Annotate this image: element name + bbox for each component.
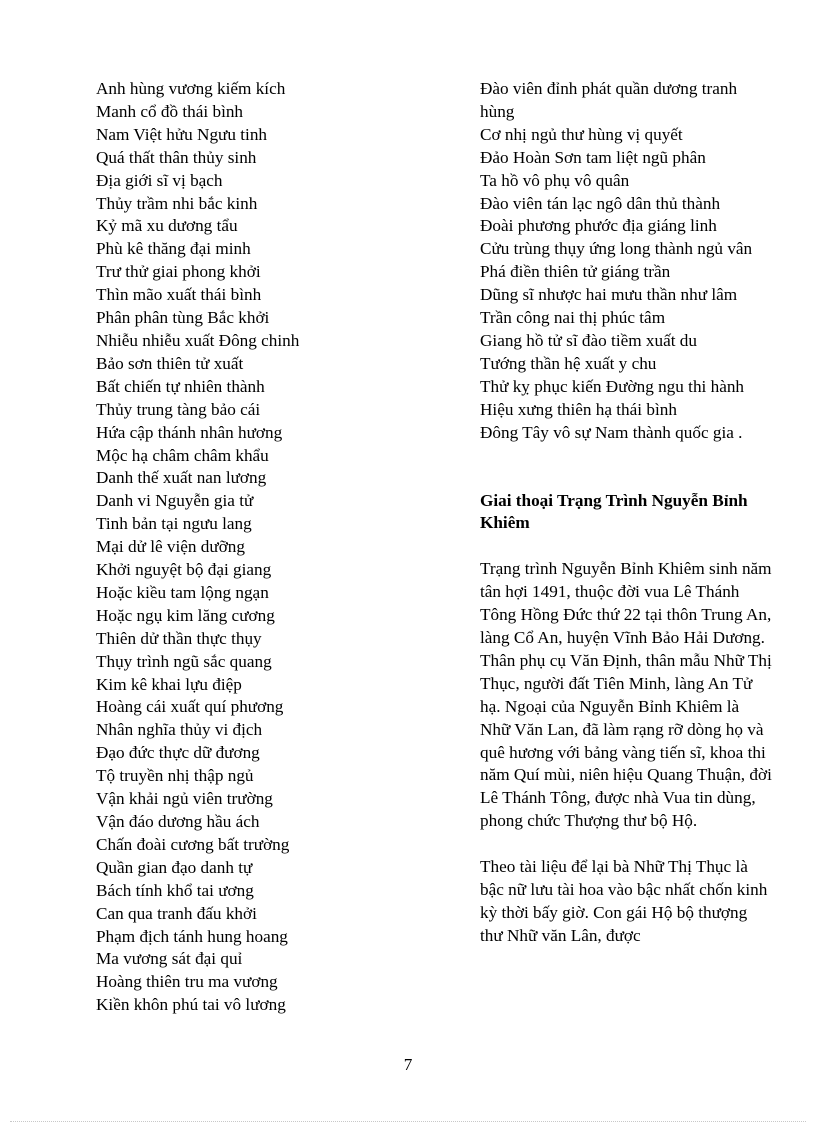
poem-line: Ta hồ vô phụ vô quân [480,170,630,190]
poem-line: Hoàng cái xuất quí phương [96,697,284,717]
poem-line: Can qua tranh đấu khởi [96,903,257,923]
poem-line: Hoặc ngụ kim lăng cương [96,605,275,625]
poem-line: Thìn mão xuất thái bình [96,285,262,305]
poem-line: Phá điền thiên tử giáng trần [480,262,671,282]
poem-line: Thử kỵ phục kiến Đường ngu thi hành [480,376,745,396]
poem-line: Anh hùng vương kiếm kích [96,79,286,98]
poem-line: Đào viên tán lạc ngô dân thủ thành [480,193,721,213]
poem-line: Kiền khôn phú tai vô lương [96,995,286,1015]
poem-line: Hứa cập thánh nhân hương [96,422,283,442]
poem-line: Quá thất thân thủy sinh [96,147,257,167]
page-number: 7 [403,1055,413,1074]
poem-line: Vận khải ngủ viên trường [96,789,273,809]
poem-line: Hoặc kiều tam lộng ngạn [96,582,269,602]
poem-line: Đoài phương phước địa giáng linh [480,216,717,236]
body-paragraph: Trạng trình Nguyễn Bỉnh Khiêm sinh năm tân hợi 1491, thuộc đời vua Lê Thánh Tông Hồng Đức thứ 22 tại thôn Trung An, làng Cổ An, huyện Vĩnh Bảo Hải Dương. Thân phụ cụ Văn Định, thân mẫu Nhữ Thị Thục, người đất Tiên Minh, làng An Tử hạ. Ngoại của Nguyễn Bỉnh Khiêm là Nhữ Văn Lan, đã làm rạng rỡ dòng họ và quê hương với bảng vàng tiến sĩ, khoa thi năm Quí mùi, niên hiệu Quang Thuận, đời Lê Thánh Tông, được nhà Vua tin dùng, phong chức Thượng thư bộ Hộ. [480,559,772,831]
poem-line: Chấn đoài cương bất trường [96,834,290,854]
poem-line: Địa giới sĩ vị bạch [96,170,223,190]
page-bottom-divider [10,1121,806,1122]
poem-line: Phạm địch tánh hung hoang [96,926,288,946]
poem-line: Ma vương sát đại quỉ [96,949,243,969]
poem-line: Phân phân tùng Bắc khởi [96,308,270,328]
poem-line: Bất chiến tự nhiên thành [96,376,265,396]
poem-line: Bách tính khổ tai ương [96,880,254,900]
poem-line: Danh thế xuất nan lương [96,468,267,488]
left-poem-column [96,78,406,1017]
poem-line: Manh cổ đồ thái bình [96,101,244,121]
poem-line: Tinh bản tại ngưu lang [96,514,252,534]
poem-line: Kim kê khai lựu điệp [96,674,242,694]
poem-line: Bảo sơn thiên tử xuất [96,353,244,373]
poem-line: Thiên dử thần thực thụy [96,628,262,648]
poem-line: Nhân nghĩa thủy vi địch [96,720,263,740]
poem-line: Thủy trung tàng bảo cái [96,399,261,419]
poem-line: Đào viên đỉnh phát quần dương tranh hùng [480,79,738,121]
poem-line: Kỷ mã xu dương tẩu [96,216,238,236]
poem-line: Đảo Hoàn Sơn tam liệt ngũ phân [480,147,706,167]
poem-line: Cửu trùng thụy ứng long thành ngủ vân [480,239,753,259]
poem-line: Giang hồ tử sĩ đào tiềm xuất du [480,330,697,350]
poem-line: Dũng sĩ nhược hai mưu thần như lâm [480,285,738,305]
poem-line: Nam Việt hửu Ngưu tinh [96,124,268,144]
poem-line: Mại dử lê viện dưỡng [96,537,245,557]
poem-line: Hiệu xưng thiên hạ thái bình [480,399,677,419]
poem-line: Trần công nai thị phúc tâm [480,308,666,328]
poem-line: Tộ truyền nhị thập ngủ [96,766,254,786]
poem-line: Vận đáo dương hầu ách [96,812,260,831]
poem-line: Đông Tây vô sự Nam thành quốc gia . [480,422,743,442]
poem-line: Tướng thần hệ xuất y chu [480,353,657,373]
body-paragraph: Theo tài liệu để lại bà Nhữ Thị Thục là bậc nữ lưu tài hoa vào bậc nhất chốn kinh kỳ thời bấy giờ. Con gái Hộ bộ thượng thư Nhữ văn Lân, được [480,857,768,945]
poem-line: Quần gian đạo danh tự [96,857,253,877]
poem-line: Thụy trình ngũ sắc quang [96,651,272,671]
right-poem [480,78,772,445]
poem-line: Mộc hạ châm châm khẩu [96,445,269,465]
poem-line: Đạo đức thực dữ đương [96,743,260,763]
section-heading: Giai thoại Trạng Trình Nguyễn Bỉnh Khiêm [480,490,748,533]
poem-line: Khởi nguyệt bộ đại giang [96,560,272,580]
poem-line: Hoàng thiên tru ma vương [96,972,278,992]
right-text-column [480,78,772,965]
poem-line: Nhiễu nhiễu xuất Đông chinh [96,330,300,350]
poem-line: Phù kê thăng đại minh [96,239,251,259]
poem-line: Danh vi Nguyễn gia tử [96,491,254,511]
poem-line: Cơ nhị ngủ thư hùng vị quyết [480,124,683,144]
poem-line: Trư thử giai phong khởi [96,262,261,282]
poem-line: Thủy trầm nhi bắc kinh [96,193,258,213]
